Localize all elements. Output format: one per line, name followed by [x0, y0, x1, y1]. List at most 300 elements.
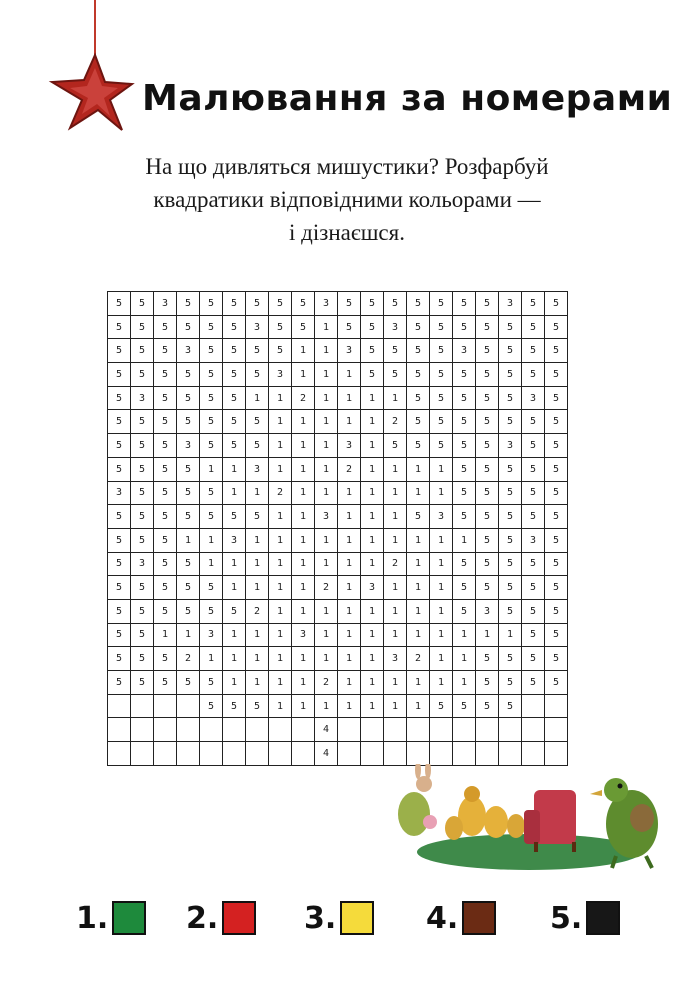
- grid-cell[interactable]: 5: [499, 694, 522, 718]
- grid-cell[interactable]: 5: [499, 363, 522, 387]
- grid-cell[interactable]: 5: [522, 623, 545, 647]
- grid-cell[interactable]: 1: [407, 694, 430, 718]
- grid-cell[interactable]: 5: [499, 671, 522, 695]
- grid-cell[interactable]: 5: [499, 339, 522, 363]
- grid-cell[interactable]: 1: [430, 671, 453, 695]
- grid-cell[interactable]: [200, 718, 223, 742]
- grid-cell[interactable]: [223, 718, 246, 742]
- grid-cell[interactable]: 5: [154, 339, 177, 363]
- grid-cell[interactable]: 5: [131, 671, 154, 695]
- grid-cell[interactable]: 5: [499, 315, 522, 339]
- grid-cell[interactable]: 1: [315, 694, 338, 718]
- grid-cell[interactable]: 2: [384, 552, 407, 576]
- grid-cell[interactable]: 3: [522, 386, 545, 410]
- grid-cell[interactable]: 3: [499, 292, 522, 316]
- grid-cell[interactable]: 5: [223, 363, 246, 387]
- grid-cell[interactable]: 5: [384, 292, 407, 316]
- grid-cell[interactable]: 5: [131, 623, 154, 647]
- grid-cell[interactable]: 2: [246, 599, 269, 623]
- grid-cell[interactable]: 1: [384, 457, 407, 481]
- grid-cell[interactable]: 5: [269, 339, 292, 363]
- grid-cell[interactable]: 5: [476, 339, 499, 363]
- grid-cell[interactable]: 1: [407, 599, 430, 623]
- grid-cell[interactable]: 1: [223, 481, 246, 505]
- grid-cell[interactable]: 5: [522, 434, 545, 458]
- grid-cell[interactable]: 1: [338, 647, 361, 671]
- grid-cell[interactable]: 5: [430, 386, 453, 410]
- grid-cell[interactable]: 1: [177, 528, 200, 552]
- grid-cell[interactable]: 5: [476, 576, 499, 600]
- grid-cell[interactable]: 5: [154, 434, 177, 458]
- grid-cell[interactable]: 1: [315, 339, 338, 363]
- grid-cell[interactable]: 5: [200, 386, 223, 410]
- grid-cell[interactable]: 5: [292, 315, 315, 339]
- grid-cell[interactable]: [476, 742, 499, 766]
- grid-cell[interactable]: 5: [108, 410, 131, 434]
- grid-cell[interactable]: 1: [338, 599, 361, 623]
- grid-cell[interactable]: 5: [154, 457, 177, 481]
- grid-cell[interactable]: 3: [384, 647, 407, 671]
- grid-cell[interactable]: 1: [384, 505, 407, 529]
- grid-cell[interactable]: 1: [407, 623, 430, 647]
- grid-cell[interactable]: 5: [200, 481, 223, 505]
- grid-cell[interactable]: 1: [430, 552, 453, 576]
- grid-cell[interactable]: 5: [177, 315, 200, 339]
- grid-cell[interactable]: 5: [108, 292, 131, 316]
- grid-cell[interactable]: 1: [361, 552, 384, 576]
- grid-cell[interactable]: [522, 718, 545, 742]
- grid-cell[interactable]: 5: [407, 363, 430, 387]
- grid-cell[interactable]: 1: [269, 576, 292, 600]
- grid-cell[interactable]: 1: [430, 599, 453, 623]
- grid-cell[interactable]: [131, 718, 154, 742]
- grid-cell[interactable]: 1: [292, 505, 315, 529]
- grid-cell[interactable]: 5: [108, 576, 131, 600]
- grid-cell[interactable]: 1: [223, 671, 246, 695]
- grid-cell[interactable]: 5: [200, 671, 223, 695]
- grid-cell[interactable]: 1: [407, 576, 430, 600]
- grid-cell[interactable]: 3: [246, 315, 269, 339]
- grid-cell[interactable]: 1: [476, 623, 499, 647]
- grid-cell[interactable]: 2: [338, 457, 361, 481]
- grid-cell[interactable]: 5: [200, 315, 223, 339]
- grid-cell[interactable]: 1: [269, 647, 292, 671]
- grid-cell[interactable]: 5: [223, 386, 246, 410]
- grid-cell[interactable]: 5: [430, 363, 453, 387]
- grid-cell[interactable]: 1: [430, 647, 453, 671]
- grid-cell[interactable]: 5: [154, 647, 177, 671]
- grid-cell[interactable]: 5: [131, 505, 154, 529]
- grid-cell[interactable]: 1: [361, 528, 384, 552]
- grid-cell[interactable]: [246, 742, 269, 766]
- grid-cell[interactable]: 5: [246, 363, 269, 387]
- grid-cell[interactable]: 3: [430, 505, 453, 529]
- grid-cell[interactable]: 5: [522, 552, 545, 576]
- grid-cell[interactable]: 1: [407, 552, 430, 576]
- grid-cell[interactable]: 5: [361, 339, 384, 363]
- grid-cell[interactable]: 5: [131, 315, 154, 339]
- grid-cell[interactable]: [430, 718, 453, 742]
- grid-cell[interactable]: 1: [453, 671, 476, 695]
- grid-cell[interactable]: 1: [246, 576, 269, 600]
- grid-cell[interactable]: 1: [269, 623, 292, 647]
- grid-cell[interactable]: 1: [361, 386, 384, 410]
- grid-cell[interactable]: 5: [131, 647, 154, 671]
- grid-cell[interactable]: 5: [200, 292, 223, 316]
- grid-cell[interactable]: 5: [476, 410, 499, 434]
- grid-cell[interactable]: 5: [476, 363, 499, 387]
- grid-cell[interactable]: 5: [131, 339, 154, 363]
- grid-cell[interactable]: 5: [108, 623, 131, 647]
- grid-cell[interactable]: 5: [522, 457, 545, 481]
- grid-cell[interactable]: 5: [430, 694, 453, 718]
- grid-cell[interactable]: 5: [292, 292, 315, 316]
- grid-cell[interactable]: 5: [154, 671, 177, 695]
- grid-cell[interactable]: 5: [131, 457, 154, 481]
- grid-cell[interactable]: 3: [246, 457, 269, 481]
- grid-cell[interactable]: 5: [453, 292, 476, 316]
- grid-cell[interactable]: 1: [315, 386, 338, 410]
- grid-cell[interactable]: 1: [338, 481, 361, 505]
- grid-cell[interactable]: 1: [269, 694, 292, 718]
- grid-cell[interactable]: 5: [453, 315, 476, 339]
- grid-cell[interactable]: 1: [292, 599, 315, 623]
- grid-cell[interactable]: 1: [430, 576, 453, 600]
- grid-cell[interactable]: 5: [361, 363, 384, 387]
- grid-cell[interactable]: 5: [545, 363, 568, 387]
- grid-cell[interactable]: 5: [545, 410, 568, 434]
- grid-cell[interactable]: 5: [269, 292, 292, 316]
- grid-cell[interactable]: 5: [545, 457, 568, 481]
- grid-cell[interactable]: 5: [476, 386, 499, 410]
- grid-cell[interactable]: 1: [315, 528, 338, 552]
- grid-cell[interactable]: 1: [361, 410, 384, 434]
- grid-cell[interactable]: 5: [223, 315, 246, 339]
- grid-cell[interactable]: 5: [453, 505, 476, 529]
- grid-cell[interactable]: 1: [361, 647, 384, 671]
- grid-cell[interactable]: [269, 718, 292, 742]
- grid-cell[interactable]: 5: [522, 671, 545, 695]
- grid-cell[interactable]: 5: [407, 434, 430, 458]
- grid-cell[interactable]: 1: [407, 528, 430, 552]
- grid-cell[interactable]: [200, 742, 223, 766]
- grid-cell[interactable]: 5: [384, 363, 407, 387]
- grid-cell[interactable]: 5: [177, 410, 200, 434]
- grid-cell[interactable]: 5: [476, 528, 499, 552]
- grid-cell[interactable]: 5: [177, 671, 200, 695]
- grid-cell[interactable]: 1: [223, 623, 246, 647]
- grid-cell[interactable]: 5: [108, 599, 131, 623]
- grid-cell[interactable]: [338, 718, 361, 742]
- grid-cell[interactable]: 5: [499, 457, 522, 481]
- grid-cell[interactable]: 5: [108, 552, 131, 576]
- grid-cell[interactable]: 5: [545, 386, 568, 410]
- grid-cell[interactable]: 5: [407, 292, 430, 316]
- grid-cell[interactable]: 1: [361, 623, 384, 647]
- grid-cell[interactable]: 5: [430, 410, 453, 434]
- grid-cell[interactable]: 2: [292, 386, 315, 410]
- grid-cell[interactable]: 1: [430, 481, 453, 505]
- grid-cell[interactable]: 5: [200, 576, 223, 600]
- grid-cell[interactable]: 1: [361, 599, 384, 623]
- grid-cell[interactable]: 1: [361, 457, 384, 481]
- grid-cell[interactable]: 3: [108, 481, 131, 505]
- grid-cell[interactable]: 5: [384, 339, 407, 363]
- grid-cell[interactable]: [177, 742, 200, 766]
- grid-cell[interactable]: 5: [200, 410, 223, 434]
- grid-cell[interactable]: 1: [453, 623, 476, 647]
- grid-cell[interactable]: 1: [407, 671, 430, 695]
- grid-cell[interactable]: 5: [154, 505, 177, 529]
- grid-cell[interactable]: 5: [154, 481, 177, 505]
- grid-cell[interactable]: [108, 694, 131, 718]
- grid-cell[interactable]: 1: [246, 386, 269, 410]
- grid-cell[interactable]: 5: [177, 386, 200, 410]
- grid-cell[interactable]: 5: [522, 292, 545, 316]
- grid-cell[interactable]: 1: [200, 647, 223, 671]
- grid-cell[interactable]: 5: [545, 481, 568, 505]
- grid-cell[interactable]: 5: [246, 410, 269, 434]
- grid-cell[interactable]: 5: [131, 410, 154, 434]
- grid-cell[interactable]: 1: [338, 552, 361, 576]
- grid-cell[interactable]: [407, 742, 430, 766]
- grid-cell[interactable]: 1: [292, 671, 315, 695]
- grid-cell[interactable]: [545, 694, 568, 718]
- grid-cell[interactable]: 5: [545, 647, 568, 671]
- grid-cell[interactable]: 5: [200, 505, 223, 529]
- grid-cell[interactable]: 3: [154, 292, 177, 316]
- grid-cell[interactable]: 4: [315, 718, 338, 742]
- grid-cell[interactable]: 5: [223, 410, 246, 434]
- grid-cell[interactable]: 3: [499, 434, 522, 458]
- grid-cell[interactable]: 1: [338, 386, 361, 410]
- grid-cell[interactable]: 1: [384, 671, 407, 695]
- grid-cell[interactable]: 3: [315, 292, 338, 316]
- grid-cell[interactable]: 1: [246, 647, 269, 671]
- grid-cell[interactable]: 5: [108, 671, 131, 695]
- grid-cell[interactable]: 5: [499, 505, 522, 529]
- grid-cell[interactable]: 1: [430, 457, 453, 481]
- grid-cell[interactable]: [177, 694, 200, 718]
- grid-cell[interactable]: 5: [522, 410, 545, 434]
- grid-cell[interactable]: 5: [545, 599, 568, 623]
- grid-cell[interactable]: 5: [177, 505, 200, 529]
- grid-cell[interactable]: 5: [476, 457, 499, 481]
- grid-cell[interactable]: [131, 694, 154, 718]
- grid-cell[interactable]: 1: [292, 363, 315, 387]
- grid-cell[interactable]: 5: [131, 363, 154, 387]
- grid-cell[interactable]: 1: [315, 481, 338, 505]
- grid-cell[interactable]: 5: [223, 339, 246, 363]
- grid-cell[interactable]: 5: [499, 647, 522, 671]
- grid-cell[interactable]: 2: [269, 481, 292, 505]
- grid-cell[interactable]: 1: [384, 386, 407, 410]
- grid-cell[interactable]: 1: [407, 481, 430, 505]
- grid-cell[interactable]: 1: [338, 528, 361, 552]
- grid-cell[interactable]: 1: [384, 576, 407, 600]
- grid-cell[interactable]: [499, 742, 522, 766]
- grid-cell[interactable]: 1: [315, 410, 338, 434]
- grid-cell[interactable]: [154, 718, 177, 742]
- grid-cell[interactable]: 5: [338, 292, 361, 316]
- grid-cell[interactable]: 5: [476, 434, 499, 458]
- grid-cell[interactable]: 5: [246, 339, 269, 363]
- grid-cell[interactable]: 5: [200, 694, 223, 718]
- grid-cell[interactable]: [384, 718, 407, 742]
- grid-cell[interactable]: 1: [269, 505, 292, 529]
- grid-cell[interactable]: 1: [269, 552, 292, 576]
- grid-cell[interactable]: [269, 742, 292, 766]
- grid-cell[interactable]: 1: [361, 434, 384, 458]
- grid-cell[interactable]: [154, 742, 177, 766]
- grid-cell[interactable]: 5: [246, 292, 269, 316]
- grid-cell[interactable]: 5: [522, 505, 545, 529]
- grid-cell[interactable]: [499, 718, 522, 742]
- grid-cell[interactable]: 5: [545, 623, 568, 647]
- grid-cell[interactable]: 5: [246, 694, 269, 718]
- grid-cell[interactable]: 5: [522, 339, 545, 363]
- grid-cell[interactable]: 5: [522, 647, 545, 671]
- grid-cell[interactable]: 5: [522, 481, 545, 505]
- grid-cell[interactable]: 1: [315, 552, 338, 576]
- grid-cell[interactable]: 1: [453, 647, 476, 671]
- grid-cell[interactable]: 5: [476, 552, 499, 576]
- grid-cell[interactable]: 5: [453, 694, 476, 718]
- grid-cell[interactable]: 1: [384, 481, 407, 505]
- grid-cell[interactable]: 5: [131, 481, 154, 505]
- grid-cell[interactable]: 1: [361, 694, 384, 718]
- grid-cell[interactable]: 5: [453, 457, 476, 481]
- grid-cell[interactable]: 5: [108, 386, 131, 410]
- grid-cell[interactable]: 5: [223, 599, 246, 623]
- grid-cell[interactable]: 1: [292, 576, 315, 600]
- grid-cell[interactable]: 5: [177, 599, 200, 623]
- grid-cell[interactable]: [453, 742, 476, 766]
- grid-cell[interactable]: 1: [315, 623, 338, 647]
- grid-cell[interactable]: 1: [430, 623, 453, 647]
- grid-cell[interactable]: 5: [453, 552, 476, 576]
- grid-cell[interactable]: [246, 718, 269, 742]
- grid-cell[interactable]: 1: [338, 576, 361, 600]
- grid-cell[interactable]: [476, 718, 499, 742]
- grid-cell[interactable]: 5: [476, 292, 499, 316]
- grid-cell[interactable]: 5: [177, 363, 200, 387]
- grid-cell[interactable]: 5: [499, 410, 522, 434]
- grid-cell[interactable]: 5: [407, 386, 430, 410]
- grid-cell[interactable]: 1: [200, 528, 223, 552]
- grid-cell[interactable]: [361, 742, 384, 766]
- grid-cell[interactable]: 1: [292, 481, 315, 505]
- grid-cell[interactable]: 1: [315, 457, 338, 481]
- grid-cell[interactable]: 5: [430, 339, 453, 363]
- grid-cell[interactable]: 5: [476, 671, 499, 695]
- grid-cell[interactable]: [453, 718, 476, 742]
- grid-cell[interactable]: 1: [453, 528, 476, 552]
- grid-cell[interactable]: 3: [177, 339, 200, 363]
- grid-cell[interactable]: 5: [545, 505, 568, 529]
- grid-cell[interactable]: 1: [338, 363, 361, 387]
- grid-cell[interactable]: 5: [154, 315, 177, 339]
- grid-cell[interactable]: 1: [292, 339, 315, 363]
- grid-cell[interactable]: 1: [315, 434, 338, 458]
- grid-cell[interactable]: 1: [315, 647, 338, 671]
- grid-cell[interactable]: 5: [131, 292, 154, 316]
- grid-cell[interactable]: 3: [361, 576, 384, 600]
- grid-cell[interactable]: 5: [246, 434, 269, 458]
- grid-cell[interactable]: 1: [223, 457, 246, 481]
- grid-cell[interactable]: 5: [384, 434, 407, 458]
- grid-cell[interactable]: 2: [315, 671, 338, 695]
- grid-cell[interactable]: 5: [453, 434, 476, 458]
- grid-cell[interactable]: 5: [453, 363, 476, 387]
- grid-cell[interactable]: 2: [177, 647, 200, 671]
- grid-cell[interactable]: 3: [338, 339, 361, 363]
- grid-cell[interactable]: 5: [499, 481, 522, 505]
- grid-cell[interactable]: 1: [361, 481, 384, 505]
- grid-cell[interactable]: 5: [338, 315, 361, 339]
- grid-cell[interactable]: 5: [108, 434, 131, 458]
- grid-cell[interactable]: [522, 694, 545, 718]
- grid-cell[interactable]: 5: [177, 552, 200, 576]
- grid-cell[interactable]: 5: [545, 576, 568, 600]
- grid-cell[interactable]: 5: [108, 457, 131, 481]
- grid-cell[interactable]: 1: [384, 694, 407, 718]
- grid-cell[interactable]: 1: [384, 599, 407, 623]
- grid-cell[interactable]: 5: [154, 576, 177, 600]
- grid-cell[interactable]: 1: [269, 434, 292, 458]
- grid-cell[interactable]: 1: [200, 457, 223, 481]
- grid-cell[interactable]: 1: [292, 552, 315, 576]
- grid-cell[interactable]: 1: [269, 671, 292, 695]
- grid-cell[interactable]: 5: [499, 576, 522, 600]
- grid-cell[interactable]: 5: [108, 647, 131, 671]
- grid-cell[interactable]: 5: [430, 434, 453, 458]
- grid-cell[interactable]: 1: [338, 694, 361, 718]
- grid-cell[interactable]: [361, 718, 384, 742]
- grid-cell[interactable]: 5: [177, 292, 200, 316]
- grid-cell[interactable]: 1: [269, 599, 292, 623]
- grid-cell[interactable]: 5: [108, 505, 131, 529]
- grid-cell[interactable]: 5: [453, 599, 476, 623]
- grid-cell[interactable]: 1: [338, 623, 361, 647]
- grid-cell[interactable]: 1: [292, 410, 315, 434]
- grid-cell[interactable]: 1: [223, 552, 246, 576]
- grid-cell[interactable]: 5: [499, 528, 522, 552]
- grid-cell[interactable]: 5: [361, 292, 384, 316]
- grid-cell[interactable]: 1: [361, 505, 384, 529]
- grid-cell[interactable]: 2: [315, 576, 338, 600]
- grid-cell[interactable]: 1: [384, 528, 407, 552]
- grid-cell[interactable]: 5: [131, 528, 154, 552]
- grid-cell[interactable]: 1: [338, 410, 361, 434]
- grid-cell[interactable]: 5: [200, 599, 223, 623]
- grid-cell[interactable]: 5: [269, 315, 292, 339]
- grid-cell[interactable]: 1: [154, 623, 177, 647]
- grid-cell[interactable]: 5: [177, 457, 200, 481]
- grid-cell[interactable]: 3: [384, 315, 407, 339]
- grid-cell[interactable]: 5: [246, 505, 269, 529]
- grid-cell[interactable]: 5: [476, 315, 499, 339]
- grid-cell[interactable]: [545, 742, 568, 766]
- grid-cell[interactable]: 5: [522, 315, 545, 339]
- grid-cell[interactable]: 5: [545, 315, 568, 339]
- grid-cell[interactable]: 5: [407, 505, 430, 529]
- grid-cell[interactable]: 5: [499, 552, 522, 576]
- grid-cell[interactable]: 1: [200, 552, 223, 576]
- grid-cell[interactable]: 1: [384, 623, 407, 647]
- grid-cell[interactable]: 1: [292, 457, 315, 481]
- grid-cell[interactable]: 5: [476, 505, 499, 529]
